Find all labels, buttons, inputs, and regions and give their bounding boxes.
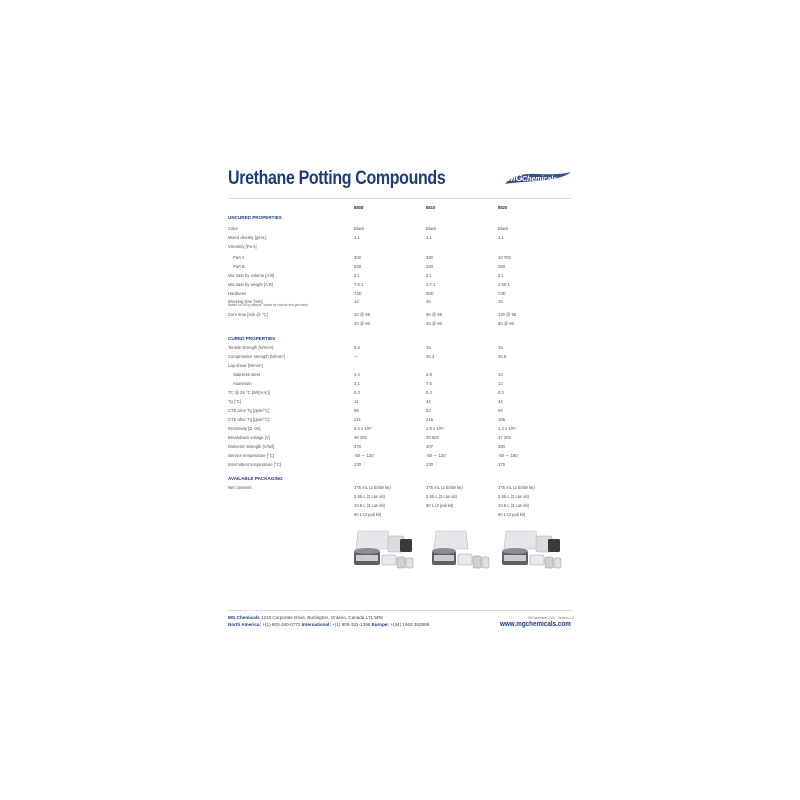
row-label-tg: Tg [°C]: [228, 399, 242, 404]
section-title-packaging: AVAILABLE PACKAGING: [228, 476, 283, 481]
cell: 4.4: [354, 372, 360, 377]
cell: Black: [354, 226, 365, 231]
cell: 1.1: [354, 235, 360, 240]
row-label-color: Color: [228, 226, 239, 231]
cell: 3.1: [354, 381, 360, 386]
cell: 6.5: [354, 345, 360, 350]
cell: 30 900: [426, 435, 439, 440]
footer-intl-label: International:: [301, 622, 331, 627]
cell: 90 @ 65: [426, 312, 442, 317]
row-label-aluminum: Aluminum: [233, 381, 252, 386]
cell: 0.3: [498, 390, 504, 395]
cell: 80D: [426, 291, 434, 296]
cell: 375 mL (2 bottle kit): [426, 485, 463, 490]
footer-website-link[interactable]: www.mgchemicals.com: [500, 621, 571, 628]
cell: 1.9 x 10¹⁵: [426, 426, 445, 431]
footer-company: MG Chemicals: [228, 615, 260, 620]
cell: 220: [426, 264, 433, 269]
cell: 1.7:1: [426, 282, 436, 287]
row-label-cte-prior: CTE prior Tg [ppm/°C]: [228, 408, 270, 413]
cell: 60 L (3 pail kit): [354, 512, 382, 517]
cell: 60 L (3 pail kit): [498, 512, 526, 517]
cell: —: [354, 354, 359, 359]
row-label-net-contents: Net contents: [228, 485, 252, 490]
cell: -50 — 120: [426, 453, 446, 458]
row-label-part-a: Part A: [233, 255, 245, 260]
working-time-label: Working time [min]: [228, 299, 263, 304]
footer-divider: [228, 610, 572, 611]
row-label-mixed-density: Mixed density [g/mL]: [228, 235, 267, 240]
cell: 221: [354, 417, 361, 422]
row-label-mix-ratio-weight: Mix ratio by weight [A:B]: [228, 282, 273, 287]
cell: 2:1: [426, 273, 432, 278]
cell: 15: [498, 299, 503, 304]
cell: 0.3: [426, 390, 432, 395]
cell: 45: [426, 299, 431, 304]
cell: 10.8 L (3 can kit): [498, 503, 530, 508]
cell: 8.4 x 10¹³: [354, 426, 372, 431]
cell: 120 @ 65: [498, 312, 517, 317]
cell: 370: [354, 444, 361, 449]
row-label-cure-time: Cure time [min @ °C]: [228, 312, 268, 317]
column-header-8808: 8808: [354, 205, 364, 210]
cell: 74D: [354, 291, 362, 296]
footer-na-label: North America:: [228, 622, 262, 627]
cell: 47 300: [498, 435, 511, 440]
product-photo-8810: [422, 527, 494, 573]
cell: 10 700: [498, 255, 511, 260]
cell: 13: [498, 372, 503, 377]
row-label-service-temp: Service temperature [°C]: [228, 453, 274, 458]
footer-date: 08 December 2021 · Version 1.0: [528, 616, 574, 620]
column-header-8810: 8810: [426, 205, 436, 210]
cell: 90 @ 80: [498, 321, 514, 326]
footer-na-phone: +(1) 800-340-0772: [262, 622, 301, 627]
cell: 60 L (3 pail kit): [426, 503, 454, 508]
footer-europe-label: Europe:: [371, 622, 389, 627]
cell: 30 @ 65: [354, 312, 370, 317]
row-label-tc: TC @ 25 °C [W/(m·K)]: [228, 390, 270, 395]
cell: 2.55 L (3 can kit): [498, 494, 530, 499]
cell: 44: [426, 399, 431, 404]
cell: 73D: [498, 291, 506, 296]
cell: 375 mL (2 bottle kit): [498, 485, 535, 490]
svg-text:Chemicals: Chemicals: [522, 176, 558, 183]
row-label-dielectric: Dielectric strength [V/mil]: [228, 444, 275, 449]
cell: 2:1: [354, 273, 360, 278]
cell: 250: [498, 264, 505, 269]
cell: 25.6: [498, 354, 507, 359]
cell: 7.5: [426, 381, 432, 386]
cell: 1.55:1: [498, 282, 510, 287]
row-label-tensile: Tensile strength [N/mm²]: [228, 345, 274, 350]
cell: 20 @ 80: [354, 321, 370, 326]
row-label-resistivity: Resistivity [Ω·cm]: [228, 426, 261, 431]
working-time-note: Based on 100 g sample. Varies by volume and geometry.: [228, 303, 309, 307]
cell: 45 @ 80: [426, 321, 442, 326]
product-photo-8820: [496, 527, 568, 573]
footer-intl-phone: +(1) 905-331-1396: [332, 622, 371, 627]
cell: 175: [498, 462, 505, 467]
footer-address-line: [228, 615, 383, 621]
cell: 46 200: [354, 435, 367, 440]
cell: -50 — 150: [498, 453, 518, 458]
cell: -50 — 120: [354, 453, 374, 458]
cell: 15: [426, 345, 431, 350]
cell: 15: [498, 345, 503, 350]
page-title: Urethane Potting Compounds: [228, 168, 446, 189]
cell: 165: [498, 417, 505, 422]
cell: 320: [426, 255, 433, 260]
cell: 130: [354, 462, 361, 467]
row-label-part-b: Part B: [233, 264, 245, 269]
cell: 375 mL (2 bottle kit): [354, 485, 391, 490]
cell: 2.55 L (3 can kit): [354, 494, 386, 499]
cell: Black: [498, 226, 509, 231]
column-header-8820: 8820: [498, 205, 508, 210]
cell: 83: [426, 408, 431, 413]
cell: 130: [426, 462, 433, 467]
cell: 1.4 x 10¹⁵: [498, 426, 517, 431]
row-label-stainless: Stainless steel: [233, 372, 260, 377]
cell: 0.3: [354, 390, 360, 395]
cell: 7.6:1: [354, 282, 364, 287]
title-divider: [228, 198, 572, 199]
row-label-mix-ratio-volume: Mix ratio by volume [A:B]: [228, 273, 275, 278]
cell: 2:1: [498, 273, 504, 278]
cell: 380: [498, 444, 505, 449]
cell: 2.55 L (3 can kit): [426, 494, 458, 499]
mg-chemicals-logo: [503, 170, 573, 188]
cell: 1.1: [426, 235, 432, 240]
row-label-cte-after: CTE after Tg [ppm/°C]: [228, 417, 270, 422]
cell: 10.8 L (3 can kit): [354, 503, 386, 508]
cell: 840: [354, 264, 361, 269]
row-label-working-time: [228, 299, 309, 308]
cell: 25.3: [426, 354, 435, 359]
section-title-cured: CURED PROPERTIES: [228, 336, 276, 341]
svg-text:MG: MG: [508, 173, 523, 183]
row-label-breakdown: Breakdown voltage [V]: [228, 435, 270, 440]
row-label-intermittent-temp: Intermittent temperature [°C]: [228, 462, 281, 467]
cell: 4.9: [426, 372, 432, 377]
cell: 94: [498, 408, 503, 413]
row-label-hardness: Hardness: [228, 291, 246, 296]
cell: 1.1: [498, 235, 504, 240]
row-label-viscosity: Viscosity [Pa·s]: [228, 244, 257, 249]
cell: 407: [426, 444, 433, 449]
row-label-compressive: Compressive strength [N/mm²]: [228, 354, 285, 359]
footer-address: 1210 Corporate Drive, Burlington, Ontario, Canada L7L 5R6: [260, 615, 383, 620]
cell: 216: [426, 417, 433, 422]
cell: 88: [354, 408, 359, 413]
product-photo-8808: [348, 527, 420, 573]
cell: Black: [426, 226, 437, 231]
cell: 44: [498, 399, 503, 404]
footer-phone-line: [228, 622, 429, 628]
row-label-lap-shear: Lap shear [N/mm²]: [228, 363, 263, 368]
footer-europe-phone: +(44) 1663 362888: [390, 622, 430, 627]
cell: 300: [354, 255, 361, 260]
section-title-uncured: UNCURED PROPERTIES: [228, 215, 282, 220]
cell: 14: [354, 299, 359, 304]
cell: 11: [354, 399, 359, 404]
cell: 12: [498, 381, 503, 386]
